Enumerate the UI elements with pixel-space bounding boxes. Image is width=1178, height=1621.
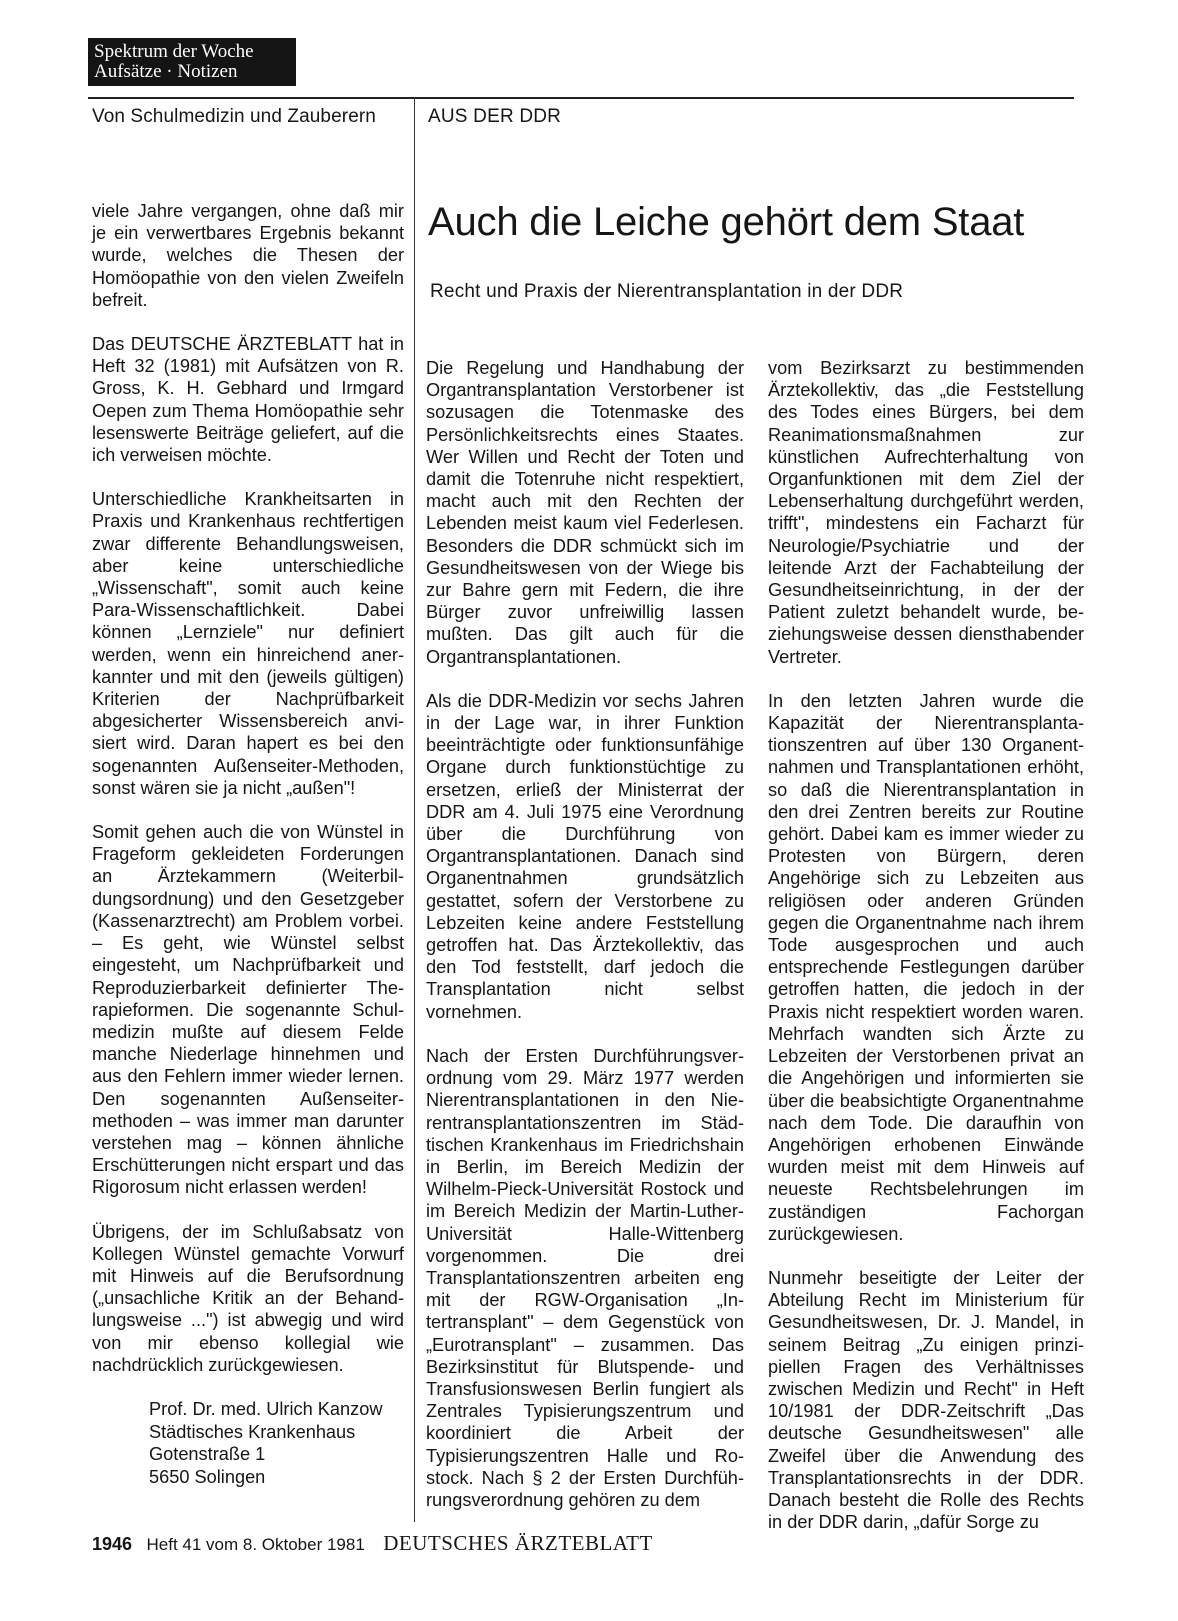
section-label-line1: Spektrum der Woche <box>94 41 254 62</box>
left-column <box>92 200 404 1398</box>
section-label-line2: Aufsätze · Notizen <box>94 61 238 82</box>
right-running-head: AUS DER DDR <box>428 106 562 127</box>
issue-info: Heft 41 vom 8. Oktober 1981 <box>146 1535 365 1554</box>
right-paragraph: vom Bezirksarzt zu bestimmenden Ärztekollektiv, das „die Feststellung des Todes eines Bürgers, bei dem Reanimationsmaßnahmen zur künstlichen Aufrechterhaltung von Organfunktionen mit dem Ziel der Lebenserhaltung durchgeführt werden, trifft", mindestens ein Facharzt für Neurologie/Psychiatrie und der leitende Arzt der Fachabteilung der Gesundheitseinrichtung, in der der Patient zuletzt behandelt wurde, beziehungsweise dessen diensthabender Vertreter. <box>768 358 1084 667</box>
section-badge <box>88 38 296 86</box>
signature-name: Prof. Dr. med. Ulrich Kanzow <box>149 1399 383 1419</box>
middle-column <box>426 357 744 1533</box>
page-footer <box>92 1531 653 1556</box>
left-running-head: Von Schulmedizin und Zauberern <box>92 106 376 127</box>
left-paragraph: Übrigens, der im Schlußabsatz von Kollegen Wünstel gemachte Vorwurf mit Hinweis auf die Berufsordnung („unsachliche Kritik an der Behandlungsweise ...") ist abwegig und wird von mir ebenso kollegial wie nachdrücklich zurückgewiesen. <box>92 1221 404 1375</box>
column-divider <box>414 97 415 1522</box>
page-number: 1946 <box>92 1534 133 1554</box>
letter-signature <box>149 1398 382 1488</box>
signature-city: 5650 Solingen <box>149 1466 266 1487</box>
left-paragraph: Somit gehen auch die von Wünstel in Frageform gekleideten Forderungen an Ärztekammern (Weiterbildungsordnung) und den Gesetzgeber (Kassenarztrecht) am Problem vorbei. – Es geht, wie Wünstel selbst eingesteht, um Nachprüfbarkeit und Reproduzierbarkeit definierter Therapieformen. Die sogenannte Schulmedizin mußte auf diesem Felde manche Niederlage hinnehmen und aus den Fehlern immer wieder lernen. Den sogenannten Außenseitermethoden – was immer man darunter verstehen mag – können ähnliche Erschütterungen nicht erspart und das Rigorosum nicht erlassen werden! <box>92 822 404 1198</box>
middle-paragraph: Die Regelung und Handhabung der Organtransplantation Verstorbener ist sozusagen die Totenmaske des Persönlichkeitsrechts eines Staates. Wer Willen und Recht der Toten und damit die Totenruhe nicht respektiert, macht auch mit den Rechten der Lebenden meist kaum viel Federlesen. Besonders die DDR schmückt sich im Gesundheitswesen von der Wiege bis zur Bahre gern mit Federn, die ihre Bürger zuvor unfreiwillig lassen mußten. Das gilt auch für die Organtransplantationen. <box>426 358 744 667</box>
signature-institution: Städtisches Krankenhaus <box>149 1421 356 1442</box>
article-subtitle: Recht und Praxis der Nierentransplantation in der DDR <box>430 281 904 302</box>
right-paragraph: In den letzten Jahren wurde die Kapazität der Nierentransplantationszentren auf über 130 Organentnahmen und Transplantationen erhöht, so daß die Nierentransplantation in den drei Zentren bereits zur Routine gehört. Dabei kam es immer wieder zu Protesten von Bürgern, deren Angehörige sich zu Lebzeiten aus religiösen oder anderen Gründen gegen die Organentnahme nach ihrem Tode ausgesprochen und auch entsprechende Festlegungen darüber getroffen hatten, die jedoch in der Praxis nicht respektiert worden waren. Mehrfach wandten sich Ärzte zu Lebzeiten der Verstorbenen privat an die Angehörigen und informierten sie über die beabsichtigte Organentnahme nach dem Tode. Die daraufhin von Angehörigen erhobenen Einwände wurden meist mit dem Hinweis auf neueste Rechtsbelehrungen im zuständigen Fachorgan zurückgewiesen. <box>768 690 1084 1244</box>
right-paragraph: Nunmehr beseitigte der Leiter der Abteilung Recht im Ministerium für Gesundheitswesen, Dr. J. Mandel, in seinem Beitrag „Zu einigen prinzipiellen Fragen des Verhältnisses zwischen Medizin und Recht" in Heft 10/1981 der DDR-Zeitschrift „Das deutsche Gesundheitswesen" alle Zweifel über die Anwendung des Transplantationsrechts in der DDR. Danach besteht die Rolle des Rechts in der DDR darin, „dafür Sorge zu <box>768 1267 1084 1533</box>
article-title: Auch die Leiche gehört dem Staat <box>428 200 1025 244</box>
middle-paragraph: Nach der Ersten Durchführungsverordnung vom 29. März 1977 werden Nierentransplantationen in den Nierentransplantationszentren im Städtischen Krankenhaus im Friedrichshain in Berlin, im Bereich Medizin der Wilhelm-Pieck-Universität Rostock und im Bereich Medizin der Martin-Luther-Universität Halle-Wittenberg vorgenommen. Die drei Transplantationszentren arbeiten eng mit der RGW-Organisation „Intertransplant" – dem Gegenstück von „Eurotransplant" – zusammen. Das Bezirksinstitut für Blutspende- und Transfusionswesen Berlin fungiert als Zentrales Typisierungszentrum und koordiniert die Arbeit der Typisierungszentren Halle und Rostock. Nach § 2 der Ersten Durchführungsverordnung gehören zu dem <box>426 1045 744 1510</box>
left-paragraph: Unterschiedliche Krankheitsarten in Praxis und Krankenhaus rechtfertigen zwar differente Behandlungsweisen, aber keine unterschiedliche „Wissenschaft", somit auch keine Para-Wissenschaftlichkeit. Dabei können „Lernziele" nur definiert werden, wenn ein hinreichend anerkannter und mit den (jeweils gültigen) Kriterien der Nachprüfbarkeit abgesicherter Wissensbereich anvisiert wird. Daran hapert es bei den sogenannten Außenseiter-Methoden, sonst wären sie ja nicht „außen"! <box>92 489 404 798</box>
left-paragraph: Das DEUTSCHE ÄRZTEBLATT hat in Heft 32 (1981) mit Aufsätzen von R. Gross, K. H. Gebhard und Irmgard Oepen zum Thema Homöopathie sehr lesenswerte Beiträge geliefert, auf die ich verweisen möchte. <box>92 334 404 466</box>
left-paragraph: viele Jahre vergangen, ohne daß mir je ein verwertbares Ergebnis bekannt wurde, welches die Thesen der Homöopathie von den vielen Zweifeln befreit. <box>92 201 404 310</box>
top-rule <box>88 97 1074 99</box>
journal-name: DEUTSCHES ÄRZTEBLATT <box>383 1531 653 1555</box>
signature-street: Gotenstraße 1 <box>149 1444 266 1464</box>
right-column <box>768 357 1084 1555</box>
middle-paragraph: Als die DDR-Medizin vor sechs Jahren in der Lage war, in ihrer Funktion beeinträchtigte oder funktionsunfähige Organe durch funktionstüchtige zu ersetzen, erließ der Ministerrat der DDR am 4. Juli 1975 eine Verordnung über die Durchführung von Organtransplantationen. Danach sind Organentnahmen grundsätzlich gestattet, sofern der Verstorbene zu Lebzeiten keine andere Feststellung getroffen hat. Das Ärztekollektiv, das den Tod feststellt, darf jedoch die Transplantation nicht selbst vornehmen. <box>426 690 744 1022</box>
